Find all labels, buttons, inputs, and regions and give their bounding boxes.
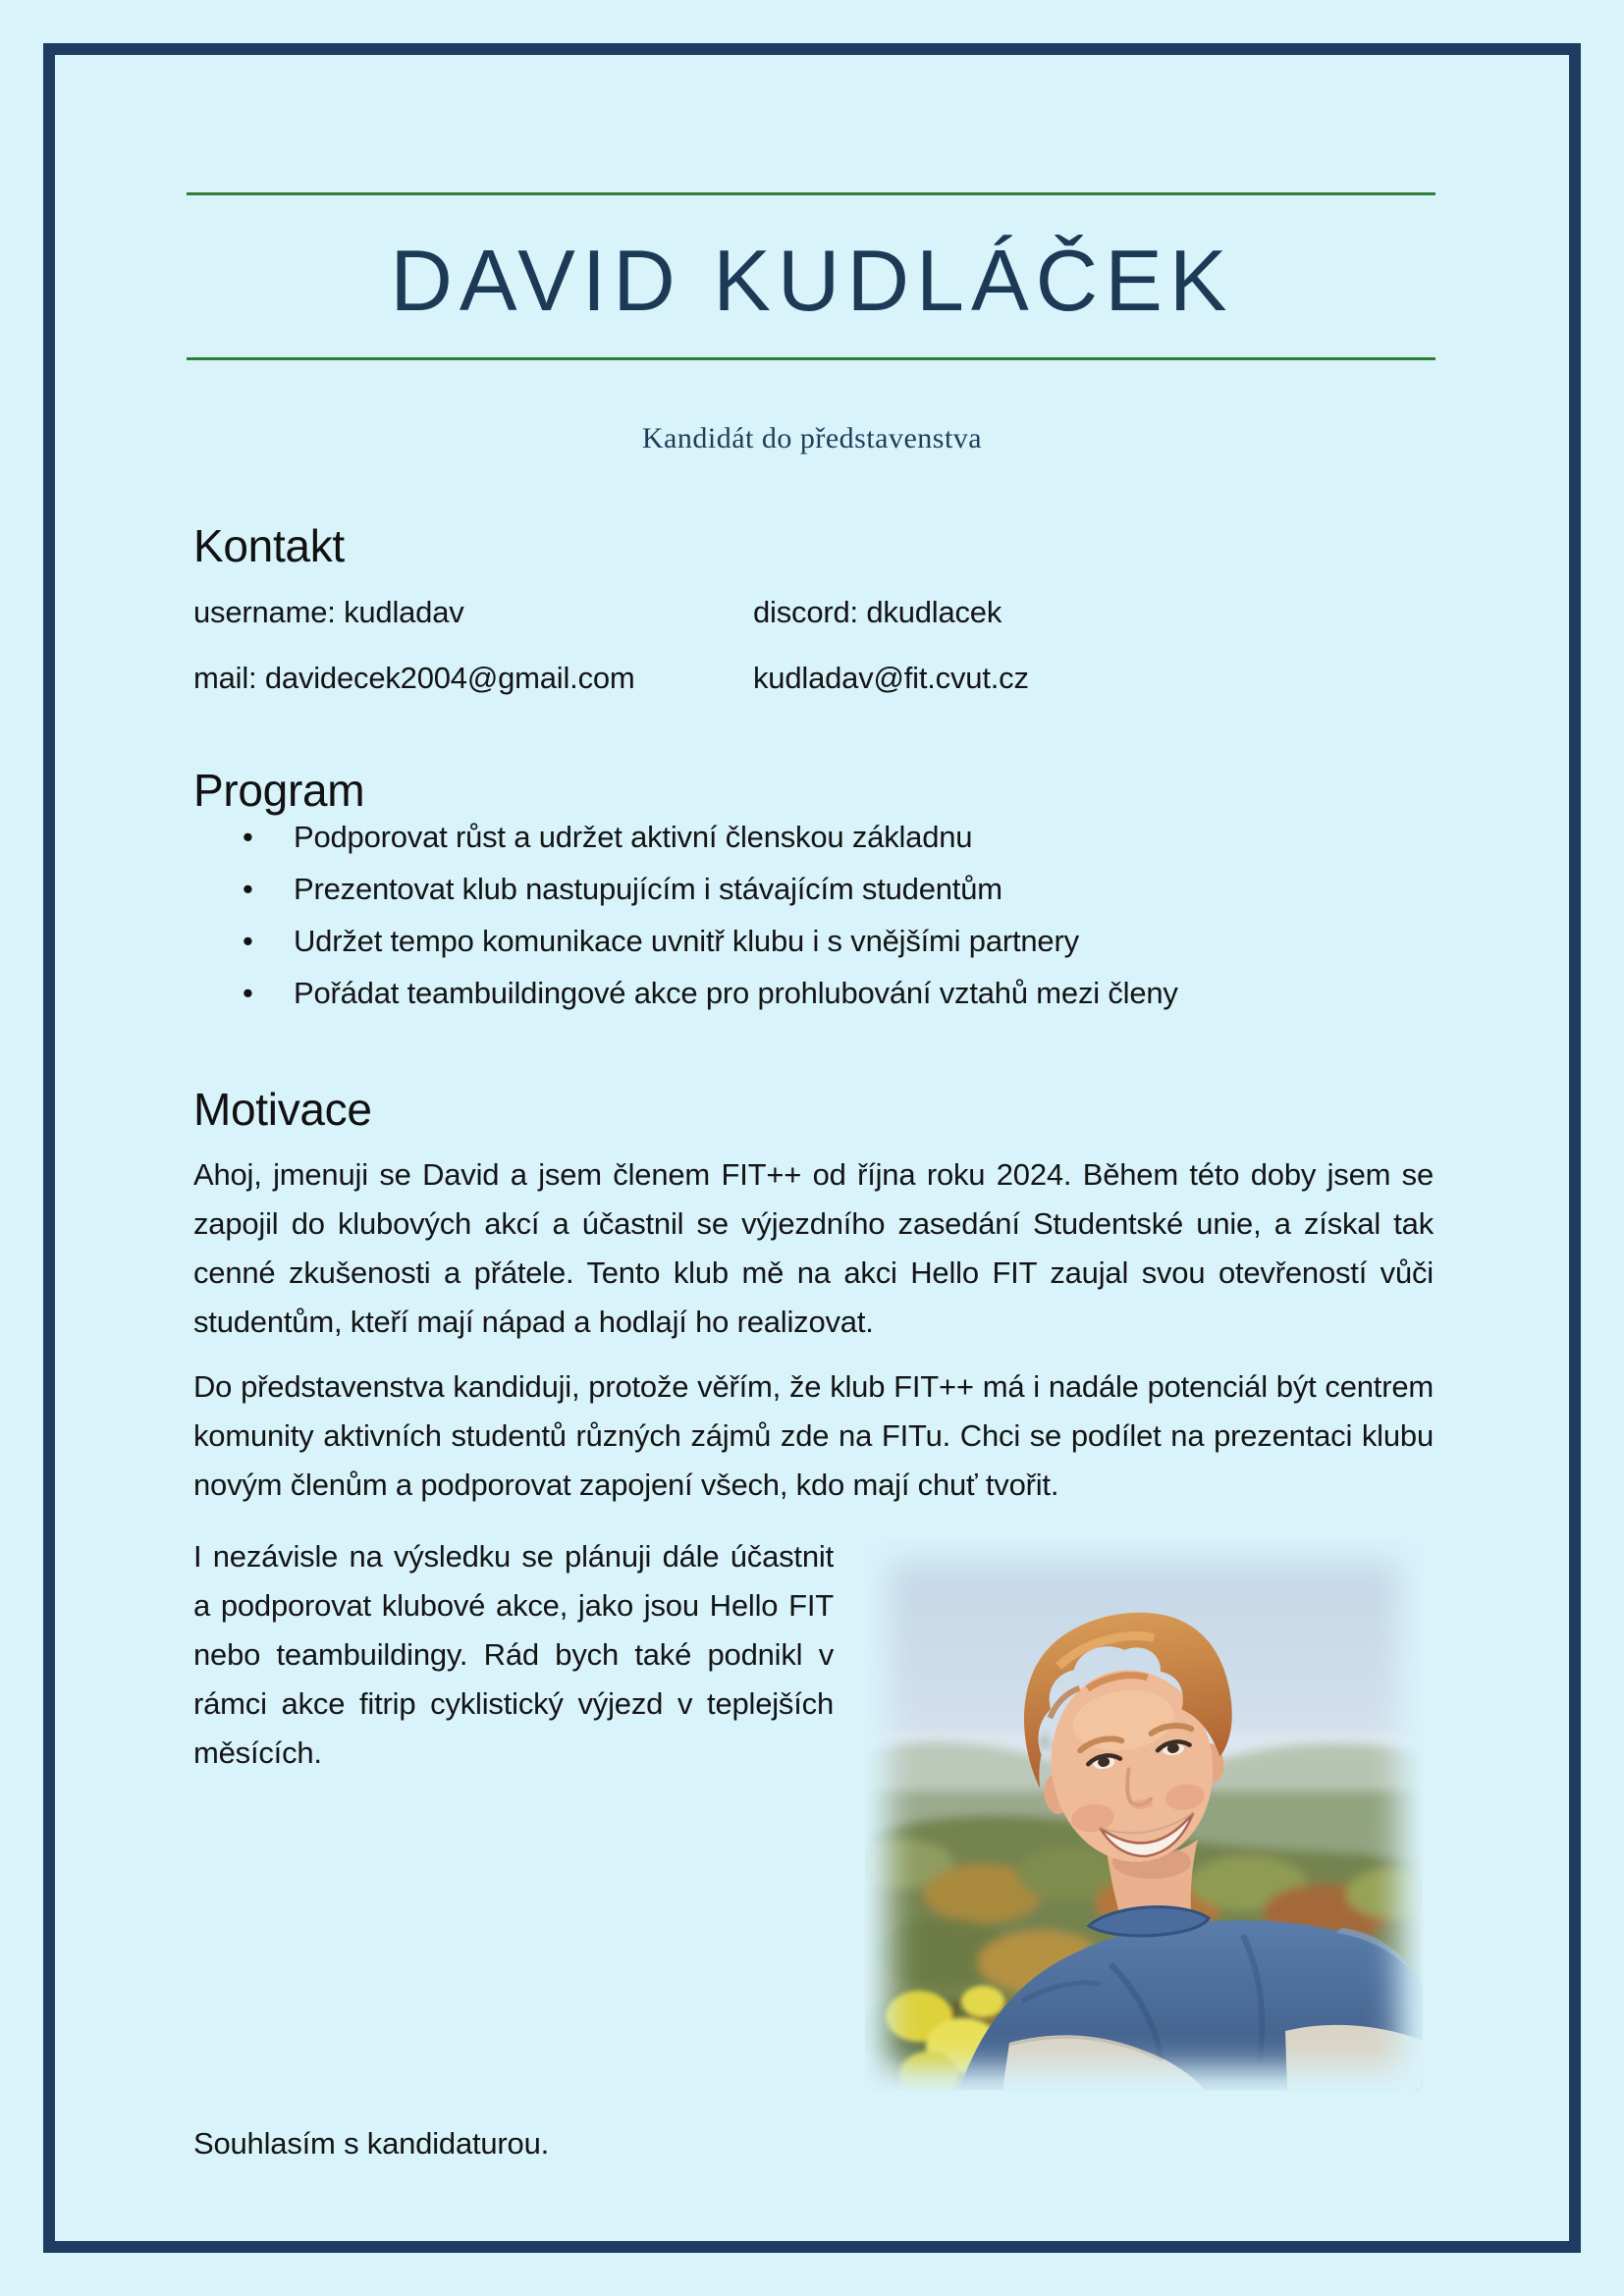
program-item bbox=[193, 863, 1440, 915]
bullet-icon: • bbox=[243, 820, 253, 854]
bullet-icon: • bbox=[243, 976, 253, 1010]
program-heading: Program bbox=[193, 765, 365, 816]
title-rule-bottom bbox=[187, 357, 1435, 360]
title-rule-top bbox=[187, 192, 1435, 195]
bullet-icon: • bbox=[243, 924, 253, 958]
program-item bbox=[193, 915, 1440, 967]
contact-discord: discord: dkudlacek bbox=[753, 595, 1002, 629]
contact-mail-personal: mail: davidecek2004@gmail.com bbox=[193, 661, 635, 695]
motivation-heading: Motivace bbox=[193, 1084, 372, 1135]
program-item bbox=[193, 967, 1440, 1019]
page-subtitle: Kandidát do představenstva bbox=[641, 422, 983, 454]
contact-grid bbox=[193, 593, 1434, 698]
motivation-paragraph-1: Ahoj, jmenuji se David a jsem členem FIT++ od října roku 2024. Během této doby jsem se zapojil do klubových akcí a účastnil se výjezdního zasedání Studentské unie, a získal tak cenné zkušenosti a přátele. Tento klub mě na akci Hello FIT zaujal svou otevřeností vůči studentům, kteří mají nápad a hodlají ho realizovat. bbox=[193, 1157, 1434, 1339]
page-title: DAVID KUDLÁČEK bbox=[390, 232, 1234, 329]
candidate-photo bbox=[865, 1539, 1423, 2091]
program-item-text: Udržet tempo komunikace uvnitř klubu i s vnějšími partnery bbox=[294, 924, 1079, 958]
program-item-text: Prezentovat klub nastupujícím i stávajícím studentům bbox=[294, 872, 1002, 906]
program-item-text: Pořádat teambuildingové akce pro prohlubování vztahů mezi členy bbox=[294, 976, 1178, 1010]
motivation-paragraph-3: I nezávisle na výsledku se plánuji dále účastnit a podporovat klubové akce, jako jsou Hello FIT nebo teambuildingy. Rád bych také podnikl v rámci akce fitrip cyklistický výjezd v teplejších měsících. bbox=[193, 1539, 834, 1770]
contact-username: username: kudladav bbox=[193, 595, 464, 629]
bullet-icon: • bbox=[243, 872, 253, 906]
candidate-photo-illustration bbox=[865, 1539, 1423, 2091]
contact-mail-university: kudladav@fit.cvut.cz bbox=[753, 661, 1029, 695]
motivation-paragraph-2: Do představenstva kandiduji, protože věřím, že klub FIT++ má i nadále potenciál být centrem komunity aktivních studentů různých zájmů zde na FITu. Chci se podílet na prezentaci klubu novým členům a podporovat zapojení všech, kdo mají chuť tvořit. bbox=[193, 1369, 1434, 1502]
program-list bbox=[193, 811, 1440, 1019]
contact-heading: Kontakt bbox=[193, 520, 345, 571]
consent-statement: Souhlasím s kandidaturou. bbox=[193, 2126, 550, 2161]
program-item bbox=[193, 811, 1440, 863]
program-item-text: Podporovat růst a udržet aktivní členskou základnu bbox=[294, 820, 973, 854]
